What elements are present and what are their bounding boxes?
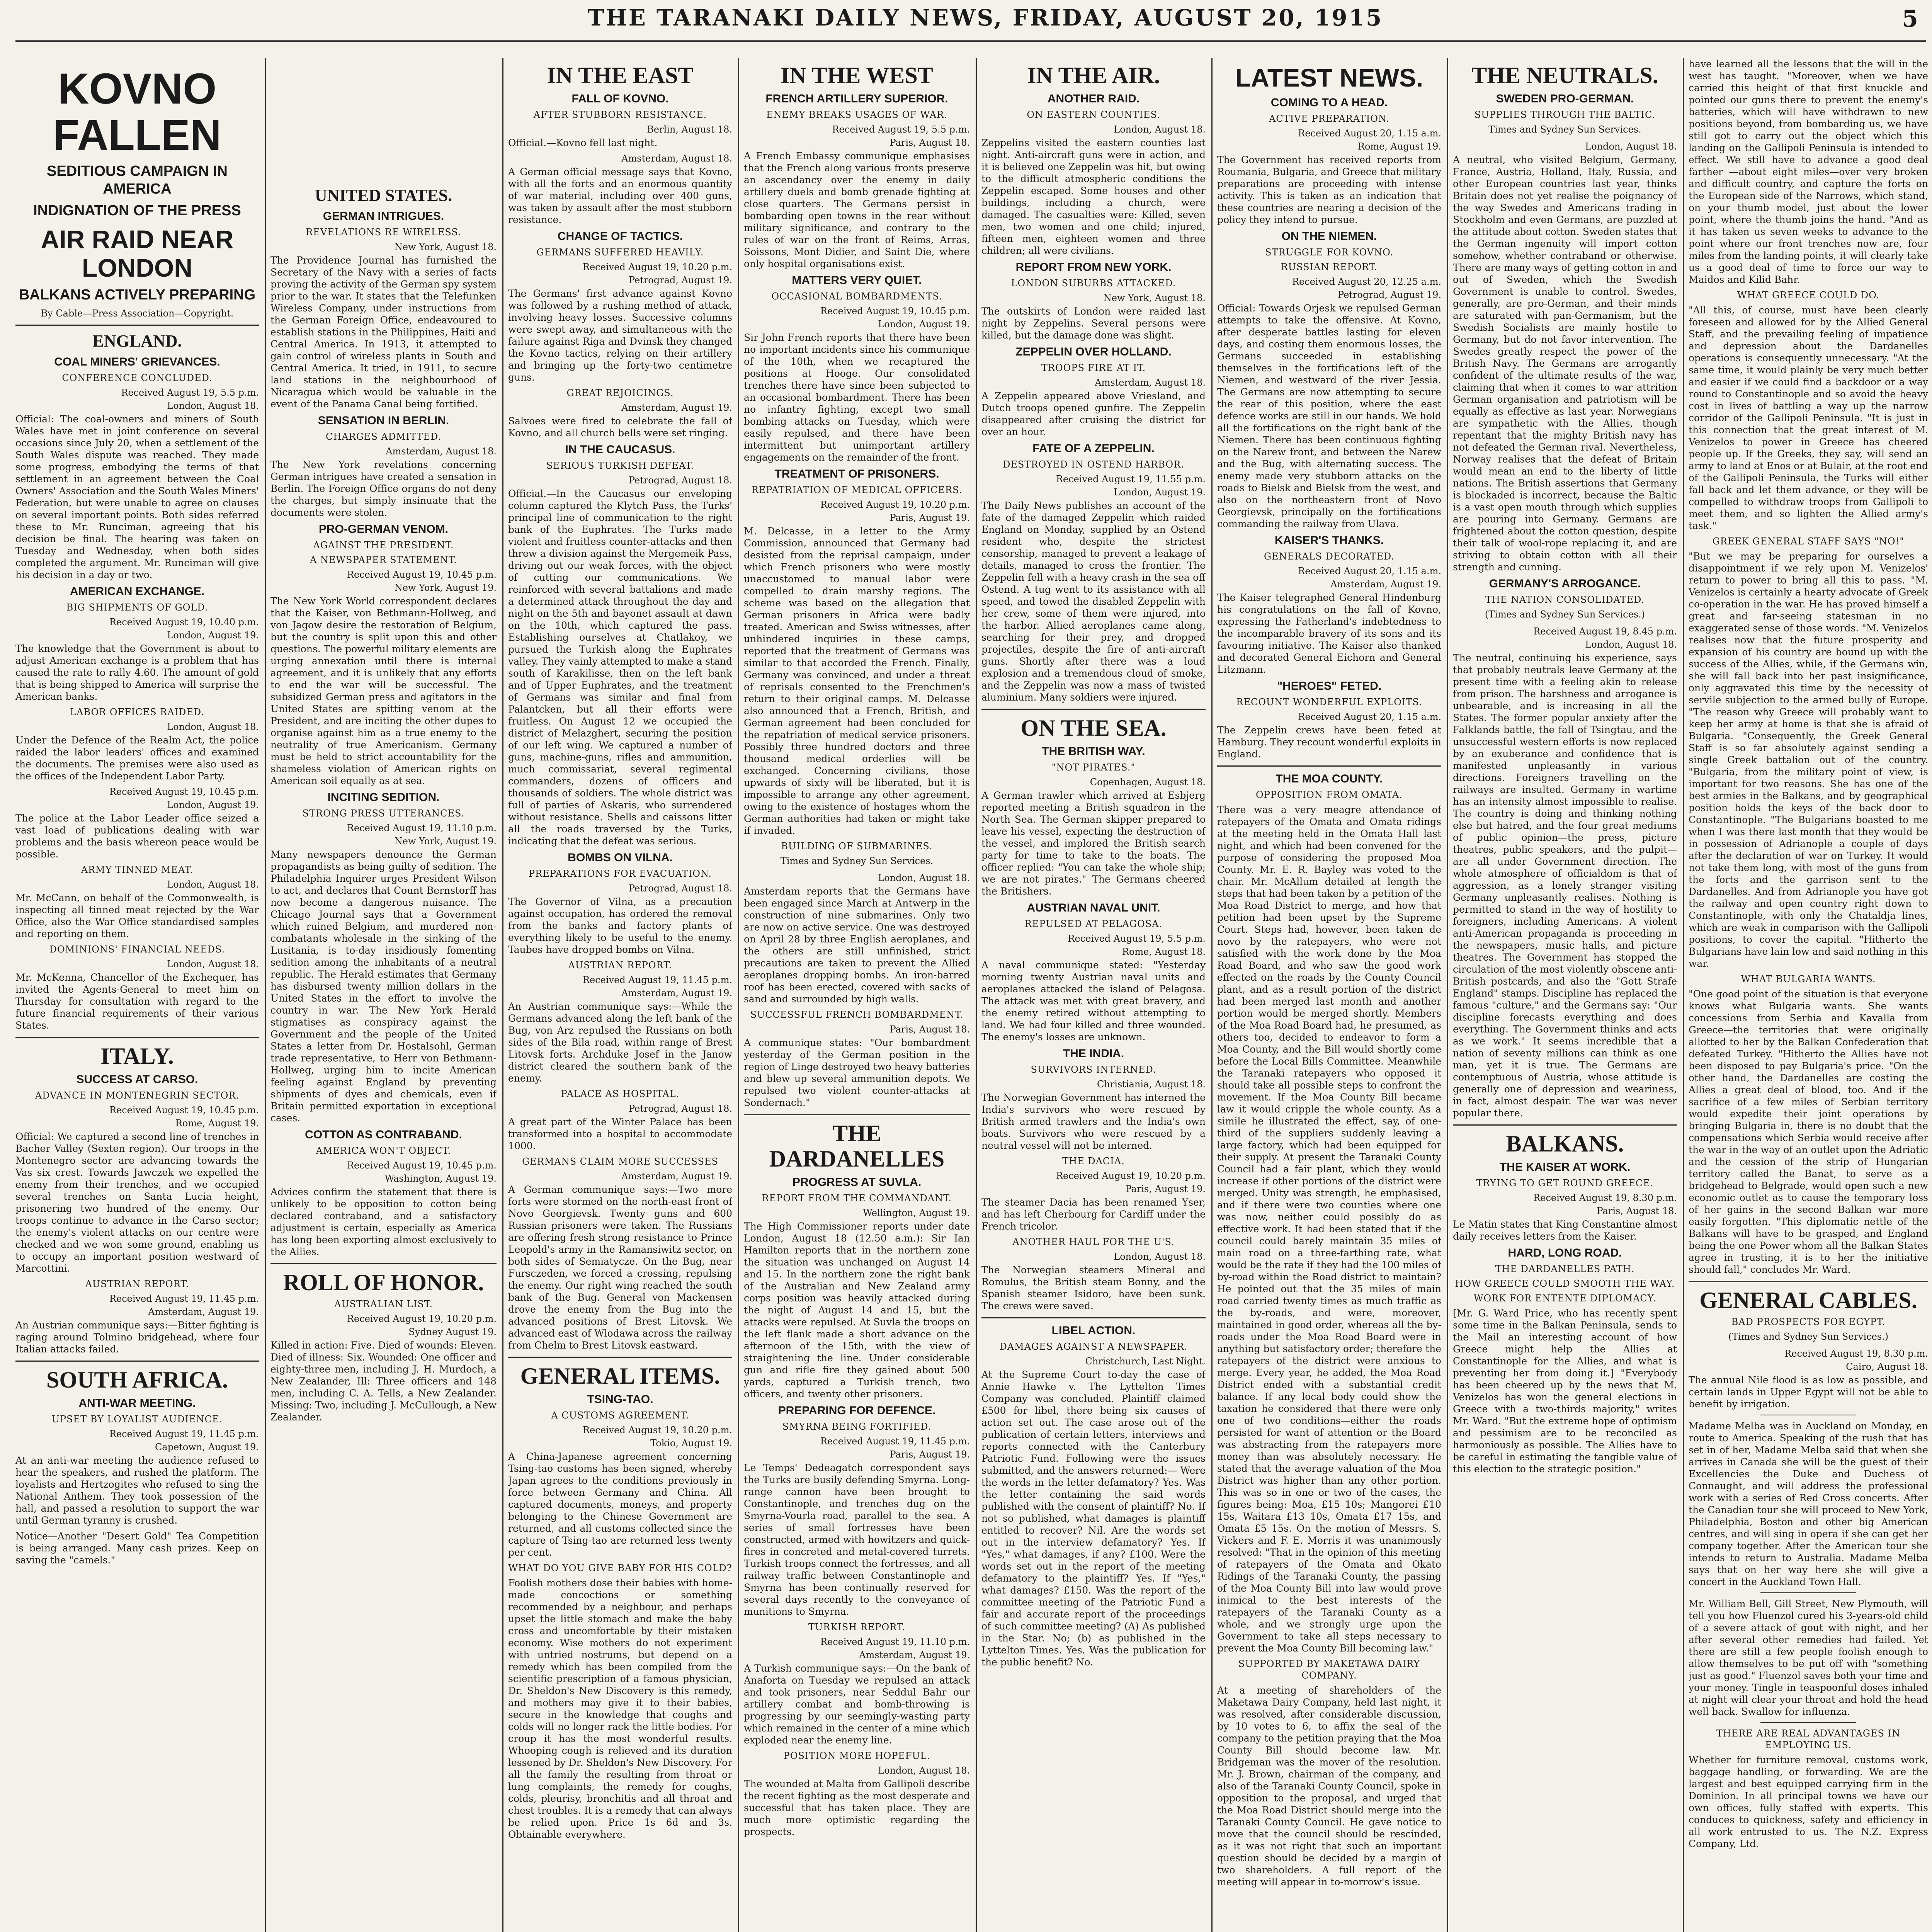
article-heading: BOMBS ON VILNA. xyxy=(568,851,673,864)
dateline: Received August 19, 11.55 p.m. xyxy=(1056,474,1206,485)
dateline: Paris, August 19. xyxy=(1125,1184,1206,1194)
article-subheading: AUSTRIAN REPORT. xyxy=(568,960,672,971)
article-body: The Government has received reports from Roumania, Bulgaria, and Greece that military preparations are proceeding with intense activity. This is taken as an indication that these countries are nearing a decision of the policy they intend to pursue. xyxy=(1217,154,1441,225)
article-body: Mr. McKenna, Chancellor of the Exchequer, has invited the Agents-General to meet him on Thursday for consultation with regard to the future financial requirements of their various States. xyxy=(15,972,259,1031)
article-subheading: ON EASTERN COUNTIES. xyxy=(1027,109,1160,120)
article-heading: IN THE CAUCASUS. xyxy=(565,443,675,456)
dateline: Received August 19, 11.45 p.m. xyxy=(820,1436,970,1447)
article-body: Under the Defence of the Realm Act, the police raided the labor leaders' offices and examined the documents. The premises were also used as the offices of the Independent Labor Party. xyxy=(15,735,259,782)
article-body: An Austrian communique says:—Bitter fighting is raging around Tolmino bridgehead, where four Italian attacks failed. xyxy=(15,1320,259,1355)
article-subheading: ENEMY BREAKS USAGES OF WAR. xyxy=(766,109,947,120)
advertisement-body: Foolish mothers dose their babies with home-made concoctions or something recommended by a neighbour, and perhaps upset the little stomach and make the baby cross and uncomfortable by their mistaken economy. Wise mothers do not experiment with untried nostrums, but depend on a remedy which has been compiled from the scientific prescription of a famous physician, Dr. Sheldon's New Discovery is this remedy, and mothers may give it to their babies, secure in the knowledge that coughs and colds will no longer rack the little bodies. For croup it has the most wonderful results. Whooping cough is relieved and its duration lessened by Dr. Sheldon's New Discovery. For all the family the resulting from throat or lung complaints, the remedy for coughs, colds, pleurisy, bronchitis and all throat and chest troubles. It is a remedy that can always be relied upon. Price 1s 6d and 3s. Obtainable everywhere. xyxy=(508,1577,732,1840)
article-heading: MATTERS VERY QUIET. xyxy=(792,274,922,287)
article-heading: PRO-GERMAN VENOM. xyxy=(318,523,448,536)
article-body: A communique states: "Our bombardment yesterday of the German position in the region of Linge destroyed two heavy batteries and blew up several ammunition depots. We repulsed two violent counter-attacks at Sondernach." xyxy=(744,1037,970,1108)
article-body: The New York revelations concerning German intrigues have created a sensation in Berlin. The Foreign Office organs do not deny the charges, but simply insinuate that the documents were stolen. xyxy=(270,459,497,518)
article-body: A China-Japanese agreement concerning Tsing-tao customs has been signed, whereby Japan agrees to the conditions previously in force between Germany and China. All captured documents, moneys, and property belonging to the Chinese Government are returned, and all customs collected since the capture of Tsing-tao are returned less twenty per cent. xyxy=(508,1451,732,1558)
dateline: Christiania, August 18. xyxy=(1097,1079,1206,1090)
article-heading: SUCCESS AT CARSO. xyxy=(76,1073,198,1086)
dateline: London, August 18. xyxy=(1114,1251,1206,1262)
article-subheading: TRYING TO GET ROUND GREECE. xyxy=(1476,1178,1654,1189)
dateline: London, August 18. xyxy=(167,721,259,732)
dateline: Paris, August 18. xyxy=(889,1024,970,1035)
column-rule xyxy=(976,58,977,1932)
dateline: Received August 19, 8.30 p.m. xyxy=(1784,1348,1928,1359)
article-body: A great part of the Winter Palace has been transformed into a hospital to accommodate 1000. xyxy=(508,1116,732,1151)
dateline: London, August 18. xyxy=(167,879,259,890)
article-heading: GERMAN INTRIGUES. xyxy=(323,210,444,223)
dateline: Received August 19, 11.10 p.m. xyxy=(347,823,497,833)
article-subheading: AFTER STUBBORN RESISTANCE. xyxy=(533,109,707,120)
dateline: Amsterdam, August 19. xyxy=(621,402,732,413)
dateline: London, August 18. xyxy=(878,872,970,883)
dateline: Received August 19, 11.45 p.m. xyxy=(109,1293,259,1304)
article-heading: AMERICAN EXCHANGE. xyxy=(70,585,205,598)
dateline: New York, August 19. xyxy=(394,836,497,847)
article-body: The Providence Journal has furnished the Secretary of the Navy with a series of facts proving the activity of the German spy system prior to the war. It states that the Telefunken Wireless Company, under instructions from the German Foreign Office, endeavoured to establish stations in the Philippines, Haiti and Central America. In 1913, it attempted to gain control of wireless plants in South and Central America. It tried, in 1911, to secure land stations in the neighbourhood of Nicaragua which would be valuable in the event of the Panama Canal being fortified. xyxy=(270,255,497,410)
article-body: A Turkish communique says:—On the bank of Anaforta on Tuesday we repulsed an attack and took prisoners, near Seddul Bahr our artillery combat and bomb-throwing is progressing by our seemingly-wasting party which remained in the center of a mine which exploded near the enemy line. xyxy=(744,1663,970,1746)
dateline: Rome, August 19. xyxy=(1357,141,1441,152)
article-subheading: AGAINST THE PRESIDENT. xyxy=(313,540,454,551)
article-subheading: REPATRIATION OF MEDICAL OFFICERS. xyxy=(751,485,963,495)
article-subheading: THE DARDANELLES PATH. xyxy=(1495,1264,1635,1274)
section-title-general-cables: GENERAL CABLES. xyxy=(1699,1287,1917,1313)
column-1 xyxy=(15,58,259,1932)
dateline: New York, August 18. xyxy=(394,242,497,252)
article-subheading: LONDON SUBURBS ATTACKED. xyxy=(1011,278,1176,289)
article-body: have learned all the lessons that the will in the west has taught. "Moreover, when we have carried this height of that first knuckle and pointed our guns there to prevent the enemy's batteries, which will have withdrawn to new positions beyond, from bombarding us, we have still got to carry out the object which this landing on the Gallipoli Peninsula is intended to effect. We still have to advance a good deal farther —about eight miles—over very broken and difficult country, and capture the forts on the European side of the Narrows, which stand, on your thumb model, just about the lower point, where the thumb joins the hand. "And as it has taken us seven weeks to advance to the point where our front trenches now are, four miles from the landing points, it will clearly take us a good deal of time to force our way to Maidos and Kilid Bahr. xyxy=(1689,58,1928,285)
article-body: Killed in action: Five. Died of wounds: Eleven. Died of illness: Six. Wounded: One officer and eighty-three men, including J. H. Murdoch, a New Zealander, Ill: Three officers and 148 men, including C. A. Tells, a New Zealander. Missing: Two, including J. McCullough, a New Zealander. xyxy=(270,1340,497,1423)
article-heading: THE INDIA. xyxy=(1063,1047,1124,1060)
article-subheading: THE DACIA. xyxy=(1062,1156,1125,1167)
masthead xyxy=(0,0,1932,46)
dateline: Received August 19, 11.10 p.m. xyxy=(820,1636,970,1647)
dateline: London, August 19. xyxy=(1114,487,1206,498)
article-body: The police at the Labor Leader office seized a vast load of publications dealing with war problems and the basis whereon peace would be possible. xyxy=(15,813,259,860)
dateline: Paris, August 18. xyxy=(1597,1206,1677,1216)
article-body: A German official message says that Kovno, with all the forts and an enormous quantity of war material, including over 400 guns, was taken by assault after the most stubborn resistance. xyxy=(508,166,732,225)
article-subheading: SUPPORTED BY MAKETAWA DAIRY COMPANY. xyxy=(1238,1658,1420,1681)
dateline: Petrograd, August 18. xyxy=(629,475,732,486)
section-title-dardanelles: THE DARDANELLES xyxy=(769,1121,945,1172)
section-title-usa: UNITED STATES. xyxy=(315,186,452,205)
dateline: Received August 19, 10.20 p.m. xyxy=(820,499,970,510)
article-body: A German trawler which arrived at Esbjerg reported meeting a British squadron in the North Sea. The German skipper prepared to leave his vessel, expecting the destruction of the vessel, and implored the British search party for time to take to the boats. The officer replied: "You can take the whole ship; we are not pirates." The Germans cheered the Britishers. xyxy=(981,790,1206,897)
article-subheading: LABOR OFFICES RAIDED. xyxy=(70,707,204,718)
article-body: Le Matin states that King Constantine almost daily receives letters from the Kaiser. xyxy=(1453,1219,1677,1242)
article-heading: SWEDEN PRO-GERMAN. xyxy=(1496,92,1634,105)
dateline: Sydney August 19. xyxy=(408,1327,497,1337)
section-title-east: IN THE EAST xyxy=(547,63,694,88)
article-subheading: DOMINIONS' FINANCIAL NEEDS. xyxy=(49,944,225,955)
dateline: New York, August 18. xyxy=(1103,293,1206,303)
article-subheading: ANOTHER HAUL FOR THE U'S. xyxy=(1012,1236,1175,1247)
section-rule xyxy=(15,325,259,326)
article-heading: ZEPPELIN OVER HOLLAND. xyxy=(1015,345,1172,358)
advertisement-body: Whether for furniture removal, customs work, baggage handling, or forwarding. We are the largest and best equipped carrying firm in the Dominion. In all principal towns we have our own offices, fully staffed with experts. This conduces to quickness, safety and efficiency in all work entrusted to us. The N.Z. Express Company, Ltd. xyxy=(1689,1754,1928,1849)
article-subheading: REVELATIONS RE WIRELESS. xyxy=(306,227,461,238)
article-subheading: WHAT BULGARIA WANTS. xyxy=(1741,974,1876,985)
article-heading: ANOTHER RAID. xyxy=(1047,92,1140,105)
article-body: Official.—In the Caucasus our enveloping column captured the Klytch Pass, the Turks' principal line of communication to the right bank of the Euphrates. The Turks made violent and fruitless counter-attacks and then threw a division against the Mergemeik Pass, driving out our weak forces, with the object of cutting our communications. We reinforced with several battalions and made a determined attack throughout the day and night on the 5th and bayonet assault at dawn on the 10th, which captured the pass. Establishing ourselves at Chatlakoy, we pursued the Turkish along the Euphrates valley. They vainly attempted to make a stand south of Karakilisse, then on the left bank and of Upper Euphrates, and the treatment of Germans was similar and final from Palantcken, but all their efforts were fruitless. On August 12 we occupied the district of Melazghert, securing the position of our left wing. We captured a number of guns, machine-guns, rifles and ammunition, much commissariat, several regimental commanders, dozens of officers and thousands of soldiers. The whole district was full of parties of Askaris, who surrendered without resistance. Shells and caissons litter all the roads traversed by the Turks, indicating that the defeat was serious. xyxy=(508,488,732,847)
dateline: Amsterdam, August 18. xyxy=(386,446,497,457)
dateline: Received August 19, 10.20 p.m. xyxy=(582,1425,732,1435)
column-8 xyxy=(1689,58,1928,1932)
section-rule xyxy=(15,1037,259,1038)
article-subheading: ADVANCE IN MONTENEGRIN SECTOR. xyxy=(35,1090,240,1101)
dateline: Christchurch, Last Night. xyxy=(1085,1356,1206,1367)
article-subheading: PALACE AS HOSPITAL. xyxy=(561,1088,680,1099)
article-body: A neutral, who visited Belgium, Germany, France, Austria, Holland, Italy, Russia, and other European countries last year, thinks Britain does not yet realise the poignancy of the way Swedes and Americans trading in Stockholm and even Germans, are puzzled at the attitude about cotton. Sweden states that the German ingenuity will import cotton somehow, whether contraband or otherwise. There are many ways of getting cotton in and out of Sweden, which the Swedish Government is unable to control. Swedes, generally, are pro-German, and their minds are saturated with pan-Germanism, but the Swedish Socialists are mainly hostile to Germany, but do not favor intervention. The Swedes greatly respect the power of the British Navy. The Germans are arrogantly confident of the ultimate results of the war, claiming that when it comes to war attrition German organisation and patriotism will be equally as effective as last year. Norwegians are sympathetic with the Allies, though repentant that the mighty British navy has not defeated the German rival. Nevertheless, Norway realises that the defeat of Britain would mean an end to the liberty of little nations. The British assertions that Germany is blockaded is incorrect, because the Baltic is a vast open mouth through which supplies are pouring into Germany. Germans are frightened about the cotton question, despite their talk of wool-rope replacing it, and are striving to obtain cotton with all their strength and cunning. xyxy=(1453,154,1677,573)
article-body: A naval communique stated: "Yesterday morning twenty Austrian naval units and aeroplanes attacked the island of Pelagosa. The attack was met with great bravery, and the enemy retired without attempting to land. We had four killed and three wounded. The enemy's losses are unknown. xyxy=(981,959,1206,1043)
dateline: Petrograd, August 18. xyxy=(629,1103,732,1114)
headline-kovno: KOVNO FALLEN xyxy=(53,65,221,159)
article-body: At an anti-war meeting the audience refused to hear the speakers, and rushed the platform. The loyalists and Hertzogites who refused to sing the National Anthem. They took possession of the hall, and passed a resolution to support the war until German tyranny is crushed. xyxy=(15,1455,259,1526)
article-heading: ON THE NIEMEN. xyxy=(1281,230,1377,243)
column-rule xyxy=(1683,58,1684,1932)
article-body: There was a very meagre attendance of ratepayers of the Omata and Omata ridings at the meeting held in the Omata Hall last night, and which had been convened for the purpose of considering the proposed Moa County. Mr. E. R. Bayley was voted to the chair. Mr. McAllum detailed at length the steps that had been taken by a petition of the Moa Road District to merge, and how that petition had been upset by the Supreme Court. Steps had, however, been taken de novo by the ratepayers, who were not satisfied with the work done by the Moa Road Board, and who saw the good work effected on the roads by the County Council plant, and as a result portion of the district had been merged last month and another portion would be merged shortly. Members of the Moa Road Board had, he presumed, as others too, decided to endeavor to form a Moa County, and the Bill would shortly come before the Local Bills Committee. Meanwhile the Taranaki ratepayers who opposed it should take all possible steps to confront the movement. If the Moa County Bill became law it would cripple the whole county. As a simile he illustrated the effect, say, of one-third of the suppliers suddenly leaving a large factory, which had been equipped for their supply. At present the Taranaki County Council had a fair plant, which they would increase if other portions of the district were merged. Unity was strength, he emphasised, and if there were two counties where one was now, neither could possibly do as effective work. It had been stated that if the council could barely maintain 35 miles of main road on a three-farthing rate, what would be the rate if they had the 100 miles of by-road within the Road district to maintain? He pointed out that the 35 miles of main road carried twenty times as much traffic as the by-roads, and were, moreover, maintained in good order, whereas all the by-roads under the Moa Road Board were in anything but satisfactory order; therefore the ratepayers of the district were anxious to merge. Every year, he added, the Moa Road District ended with a substantial credit balance. If any local body could show the taxation he considered that there were only one of two conditions—either the roads persisted for want of attention or the Board was abstracting from the ratepayers more money than was absolutely necessary. He stated that the average valuation of the Moa District was higher than any other portion. This was so in one or two of the cases, the figures being: Moa, £15 10s; Mangorei £10 15s, Waitara £13 10s, Omata £17 15s, and Omata £5 15s. On the motion of Messrs. S. Vickers and F. E. Morris it was unanimously resolved: "That in the opinion of this meeting of ratepayers of the Omata and Okato Ridings of the Taranaki County, the passing of the Moa County Bill into law would prove inimical to the best interests of the ratepayers of the Taranaki County as a whole, and we strongly urge upon the Government to take all steps necessary to prevent the Moa County Bill becoming law." xyxy=(1217,804,1441,1654)
article-subheading: PREPARATIONS FOR EVACUATION. xyxy=(528,868,712,879)
article-body: Official: We captured a second line of trenches in Bacher Valley (Sexten region). Our troops in the Montenegro sector are advancing towards the Vas six crest. Towards Jawczek we expelled the enemy from their trenches, and we occupied several trenches on Santa Lucia height, prisonering two hundred of the enemy. Our troops continue to advance in the Carso sector; the enemy's violent attacks on our centre were checked and we won some ground, enabling us to occupy an important position westward of Marcottini. xyxy=(15,1131,259,1274)
notice: Notice—Another "Desert Gold" Tea Competition is being arranged. Many cash prizes. Keep on saving the "camels." xyxy=(15,1531,259,1566)
dateline: Washington, August 19. xyxy=(384,1173,497,1184)
cable-credit: By Cable—Press Association—Copyright. xyxy=(41,308,234,319)
column-rule xyxy=(738,58,739,1932)
dateline: Amsterdam, August 19. xyxy=(148,1306,259,1317)
dateline: Received August 19, 10.45 p.m. xyxy=(820,306,970,316)
section-title-england: ENGLAND. xyxy=(92,332,182,350)
article-body: The steamer Dacia has been renamed Yser, and has left Cherbourg for Cardiff under the French tricolor. xyxy=(981,1197,1206,1232)
article-subheading: BIG SHIPMENTS OF GOLD. xyxy=(66,602,208,613)
article-subheading: ACTIVE PREPARATION. xyxy=(1269,113,1390,124)
section-title-latest: LATEST NEWS. xyxy=(1235,63,1423,92)
article-subheading: AUSTRALIAN LIST. xyxy=(334,1299,433,1310)
headline-indignation: INDIGNATION OF THE PRESS xyxy=(33,202,241,219)
dateline: London, August 19. xyxy=(167,630,259,641)
article-heading: PROGRESS AT SUVLA. xyxy=(792,1176,922,1189)
headline-balkans: BALKANS ACTIVELY PREPARING xyxy=(19,287,256,303)
dateline: Capetown, August 19. xyxy=(155,1442,259,1452)
article-heading: FATE OF A ZEPPELIN. xyxy=(1032,442,1155,455)
article-heading: COAL MINERS' GRIEVANCES. xyxy=(54,355,220,368)
dateline: Received August 19, 11.45 p.m. xyxy=(109,1429,259,1439)
service-credit: Times and Sydney Sun Services. xyxy=(780,855,934,866)
article-subheading: POSITION MORE HOPEFUL. xyxy=(783,1750,930,1761)
article-subheading: DESTROYED IN OSTEND HARBOR. xyxy=(1003,459,1184,470)
article-subheading: REPORT FROM THE COMMANDANT. xyxy=(762,1193,952,1204)
article-subheading: THE NATION CONSOLIDATED. xyxy=(1485,594,1645,605)
advertisement-body: Mr. William Bell, Gill Street, New Plymouth, will tell you how Fluenzol cured his 3-years-old child of a severe attack of gout with night, and her after several other remedies had failed. Yet there are still a few people foolish enough to allow themselves to be put off with "something just as good." Fluenzol saves both your time and your money. Tingle in teaspoonful doses inhaled at night will clear your throat and hold the head well back. Swallow for influenza. xyxy=(1689,1598,1928,1717)
article-body: "But we may be preparing for ourselves a disappointment if we rely upon M. Venizelos' return to power to bring all this to pass. "M. Venizelos is certainly a hearty advocate of Greek co-operation in the war. He has proved himself a great and far-seeing statesman in no exaggerated sense of those words. "M. Venizelos realises now that the future prosperity and expansion of his country are bound up with the success of the Allies, while, if the Germans win, she will fall back into her past insignificance, only aggravated this time by the necessity of servile subjection to the armed bully of Europe. "The reason why Greece will probably want to keep her army at home is that she is afraid of Bulgaria. "Consequently, the Greek General Staff is so far absolutely against sending a single Greek battalion out of the country. "Bulgaria, from the military point of view, is important for two reasons. She has one of the best armies in the Balkans, and by geographical position holds the keys of the back door to Constantinople. "The Bulgarians boasted to me when I was there last month that they would be in possession of Adrianople a couple of days after the declaration of war on Turkey. It would not take them long, with most of the guns from the forts and the garrison sent to the Dardanelles. And from Adrianople you have got the railway and open country right down to Constantinople, with only the Chataldja lines, which are weak in comparison with the Gallipoli positions, to cover the capital. "Hitherto the Bulgarians have lain low and said nothing in this war. xyxy=(1689,551,1928,969)
dateline: Received August 19, 5.5 p.m. xyxy=(1068,933,1206,944)
article-subheading: OCCASIONAL BOMBARDMENTS. xyxy=(771,291,942,302)
article-body: An Austrian communique says:—While the Germans advanced along the left bank of the Bug, von Arz repulsed the Russians on both sides of the Bila road, within range of Brest Litovsk forts. Archduke Josef in the Janow district cleared the southern bank of the enemy. xyxy=(508,1001,732,1084)
dateline: London, August 18. xyxy=(1114,124,1206,135)
article-heading: THE MOA COUNTY. xyxy=(1276,772,1383,785)
article-body: The annual Nile flood is as low as possible, and certain lands in Upper Egypt will not be able to benefit by irrigation. xyxy=(1689,1374,1928,1410)
article-body: The Germans' first advance against Kovno was followed by a rushing method of attack, involving heavy losses. Successive columns were swept away, and simultaneous with the failure against Riga and Dvinsk they changed the Kovno tactics, relying on their artillery and bringing up the forty-two centimetre guns. xyxy=(508,288,732,383)
article-body: Le Temps' Dedeagatch correspondent says the Turks are busily defending Smyrna. Long-range cannon have been brought to Constantinople, and trenches dug on the Smyrna-Vourla road, parallel to the sea. A series of small fortresses have been constructed, armed with howitzers and quick-fires in concreted and metal-covered turrets. Turkish troops connect the fortresses, and all railway traffic between Constantinople and Smyrna has been continually reserved for several days recently to the conveyance of munitions to Smyrna. xyxy=(744,1462,970,1617)
dateline: London, August 18. xyxy=(878,1765,970,1776)
dateline: Wellington, August 19. xyxy=(863,1208,970,1218)
article-subheading: BUILDING OF SUBMARINES. xyxy=(781,841,933,852)
article-subheading: OPPOSITION FROM OMATA. xyxy=(1256,789,1403,800)
article-heading: LIBEL ACTION. xyxy=(1051,1324,1136,1337)
section-title-balkans: BALKANS. xyxy=(1506,1131,1624,1156)
article-subheading: SMYRNA BEING FORTIFIED. xyxy=(782,1421,932,1432)
dateline: Paris, August 18. xyxy=(889,137,970,148)
article-subheading: GERMANS SUFFERED HEAVILY. xyxy=(536,247,704,258)
dateline: Berlin, August 18. xyxy=(647,124,732,135)
article-heading: AUSTRIAN NAVAL UNIT. xyxy=(1027,901,1160,914)
service-credit: (Times and Sydney Sun Services.) xyxy=(1728,1331,1889,1342)
dateline: Received August 19, 8.30 p.m. xyxy=(1533,1192,1677,1203)
article-heading: TSING-TAO. xyxy=(587,1393,653,1406)
article-body: Zeppelins visited the eastern counties last night. Anti-aircraft guns were in action, and it is believed one Zeppelin was hit, but owing to the difficult atmospheric conditions the Zeppelin escaped. Some houses and other buildings, including a church, were damaged. The casualties were: Killed, seven men, two women and one child; injured, fifteen men, eighteen women and three children; all were civilians. xyxy=(981,137,1206,256)
dateline: Amsterdam, August 19. xyxy=(859,1650,970,1660)
column-2 xyxy=(270,182,497,1932)
article-heading: COTTON AS CONTRABAND. xyxy=(305,1128,462,1141)
article-heading: "HEROES" FETED. xyxy=(1277,680,1382,692)
article-subheading: TROOPS FIRE AT IT. xyxy=(1041,362,1146,373)
dateline: Received August 20, 12.25 a.m. xyxy=(1292,276,1441,287)
dateline: Received August 19, 10.45 p.m. xyxy=(109,786,259,797)
dateline: Received August 19, 5.5 p.m. xyxy=(121,387,259,398)
article-body: The Norwegian Government has interned the India's survivors who were rescued by British armed trawlers and the India's own boats. Survivors who were rescued by a neutral vessel will not be interned. xyxy=(981,1092,1206,1151)
dateline: Received August 19, 5.5 p.m. xyxy=(832,124,970,135)
article-subheading: DAMAGES AGAINST A NEWSPAPER. xyxy=(999,1341,1188,1352)
article-body: Official.—Kovno fell last night. xyxy=(508,137,658,148)
column-rule xyxy=(1211,58,1213,1932)
article-heading: FALL OF KOVNO. xyxy=(571,92,669,105)
item-rule xyxy=(1760,1722,1856,1723)
article-heading: THE KAISER AT WORK. xyxy=(1499,1161,1631,1173)
column-7 xyxy=(1453,58,1677,1932)
article-body: The Governor of Vilna, as a precaution against occupation, has ordered the removal from the banks and factory plants of everything likely to be useful to the enemy. Taubes have dropped bombs on Vilna. xyxy=(508,896,732,955)
article-body: A Zeppelin appeared above Vriesland, and Dutch troops opened gunfire. The Zeppelin disappeared after cruising the district for over an hour. xyxy=(981,390,1206,437)
article-heading: CHANGE OF TACTICS. xyxy=(557,230,683,243)
article-subheading: RECOUNT WONDERFUL EXPLOITS. xyxy=(1236,697,1422,707)
section-rule xyxy=(1453,1124,1677,1126)
masthead-title: THE TARANAKI DAILY NEWS, FRIDAY, AUGUST 20, 1915 xyxy=(587,5,1383,31)
article-body: At a meeting of shareholders of the Maketawa Dairy Company, held last night, it was resolved, after considerable discussion, by 10 votes to 6, to affix the seal of the company to the petition praying that the Moa County Bill should become law. Mr. Bridgeman was the mover of the resolution. Mr. J. Brown, chairman of the company, and also of the Taranaki County Council, spoke in opposition to the proposal, and urged that the Moa Road District should merge into the Taranaki County Council. He gave notice to move that the council should be rescinded, as it was not right that such an important question should be decided by a margin of two shareholders. A full report of the meeting will appear in to-morrow's issue. xyxy=(1217,1685,1441,1888)
dateline: London, August 18. xyxy=(1585,141,1677,152)
section-title-west: IN THE WEST xyxy=(781,63,933,88)
section-rule xyxy=(981,709,1206,710)
dateline: London, August 18. xyxy=(167,959,259,969)
article-subheading: GERMANS CLAIM MORE SUCCESSES xyxy=(522,1156,718,1167)
section-rule xyxy=(15,1361,259,1362)
dateline: Amsterdam, August 18. xyxy=(1095,377,1206,388)
article-subheading: SUCCESSFUL FRENCH BOMBARDMENT. xyxy=(750,1009,964,1020)
article-body: The New York World correspondent declares that the Kaiser, von Bethmann-Hollweg, and von Jagow desire the restoration of Belgium, but the country is split upon this and other questions. The powerful military elements are urging annexation until there is internal agreement, and it is unlikely that any efforts to end the war will be successful. The subsidized German press and agitators in the United States are spitting venom at the President, and are inciting the other dupes to organise against him as a true enemy to the neutrality of true Americanism. Germany must be held to strict accountability for the shameless violation of American rights on American soil equally as at sea. xyxy=(270,595,497,786)
article-subheading: REPULSED AT PELAGOSA. xyxy=(1024,918,1163,929)
article-heading: INCITING SEDITION. xyxy=(327,791,440,804)
article-body: The knowledge that the Government is about to adjust American exchange is a problem that has caused the rate to rally 4.60. The amount of gold that is being shipped to America will surprise the American banks. xyxy=(15,643,259,702)
article-subheading: CHARGES ADMITTED. xyxy=(325,431,442,442)
section-title-italy: ITALY. xyxy=(100,1043,174,1069)
article-subheading: SUPPLIES THROUGH THE BALTIC. xyxy=(1474,109,1656,120)
section-rule xyxy=(981,1317,1206,1318)
article-subheading: A NEWSPAPER STATEMENT. xyxy=(310,554,457,565)
dateline: Received August 20, 1.15 a.m. xyxy=(1298,711,1441,722)
column-rule xyxy=(265,58,266,1932)
article-subheading: TURKISH REPORT. xyxy=(808,1622,905,1633)
article-body: The Norwegian steamers Mineral and Romulus, the British steam Bonny, and the Spanish steamer Isidoro, have been sunk. The crews were saved. xyxy=(981,1264,1206,1311)
article-heading: SENSATION IN BERLIN. xyxy=(318,414,449,427)
page-number: 5 xyxy=(1902,5,1918,32)
article-heading: FRENCH ARTILLERY SUPERIOR. xyxy=(765,92,948,105)
dateline: Petrograd, August 19. xyxy=(629,275,732,286)
dateline: London, August 19. xyxy=(878,319,970,330)
masthead-rule xyxy=(15,40,1926,42)
dateline: Received August 19, 10.45 p.m. xyxy=(109,1105,259,1116)
article-subheading: GENERALS DECORATED. xyxy=(1264,551,1395,562)
article-body: M. Delcasse, in a letter to the Army Commission, announced that Germany had desisted from the reprisal campaign, under which French prisoners who were mostly unaccustomed to manual labor were compelled to drain marshy regions. The scheme was based on the allegation that German prisoners in Africa were badly treated. American and Swiss witnesses, after unhindered inquiries in these camps, reported that the treatment of Germans was similar to that accorded the French. Finally, Germany was convinced, and under a threat of reprisals consented to the Frenchmen's return to their original camps. M. Delcasse also announced that a French, British, and German agreement had been concluded for the repatriation of medical service prisoners. Possibly three hundred doctors and three thousand medical orderlies will be exchanged. Concerning civilians, those upwards of sixty will be liberated, but it is impossible to arrange any other agreement, owing to the existence of hostages whom the German authorities had taken or might take if invaded. xyxy=(744,526,970,836)
article-subheading: SERIOUS TURKISH DEFEAT. xyxy=(546,460,694,471)
article-body: At the Supreme Court to-day the case of Annie Hawke v. The Lyttelton Times Company was concluded. Plaintiff claimed £500 for libel, there being six causes of action set out. The case arose out of the publication of certain letters, interviews and reports connected with the Canterbury Patriotic Fund. Following were the issues submitted, and the answers returned:— Were the words in the letter defamatory? Yes. Was the letter containing the said words published with the consent of plaintiff? No. If not so published, what damages is plaintiff entitled to recover? Nil. Are the words set out in the interview defamatory? Yes. If "Yes," what damages, if any? £100. Were the words set out in the report of the meeting defamatory to the plaintiff? Yes. If "Yes," what damages? £150. Was the report of the committee meeting of the Patriotic Fund a fair and accurate report of the proceedings of such committee meeting? (A) As published in the Star. No; (b) as published in the Lyttelton Times. Yes. Was the publication for the public benefit? No. xyxy=(981,1369,1206,1668)
dateline: London, August 19. xyxy=(167,799,259,810)
dateline: Petrograd, August 19. xyxy=(1338,289,1441,300)
section-title-roll-of-honor: ROLL OF HONOR. xyxy=(283,1270,484,1295)
advertisement-heading: THERE ARE REAL ADVANTAGES IN EMPLOYING US. xyxy=(1716,1728,1901,1750)
dateline: Received August 19, 10.45 p.m. xyxy=(347,569,497,580)
dateline: Copenhagen, August 18. xyxy=(1090,777,1206,787)
column-rule xyxy=(502,58,503,1932)
article-body: [Mr. G. Ward Price, who has recently spent some time in the Balkan Peninsula, sends to the Mail an interesting account of how Greece might help the Allies at Constantinople for the Allies, and what is preventing her from doing it.] "Everybody has been cheered up by the news that M. Venizelos has won the general elections in Greece with a two-thirds majority," writes Mr. Ward. "But the extreme hope of optimism and pessimism are to be reconciled as harmoniously as possible. The Allies have to be careful in estimating the tangible value of this election to the strategic position." xyxy=(1453,1308,1677,1475)
article-subheading: CONFERENCE CONCLUDED. xyxy=(62,372,213,383)
dateline: Rome, August 19. xyxy=(175,1118,259,1129)
dateline: Amsterdam, August 18. xyxy=(621,153,732,164)
dateline: Cairo, August 18. xyxy=(1846,1361,1928,1372)
column-6 xyxy=(1217,58,1441,1932)
article-body: Official: The coal-owners and miners of South Wales have met in joint conference on several occasions since July 20, when a settlement of the South Wales dispute was reached. They made some progress, embodying the terms of that settlement in an agreement between the Coal Owners' Association and the South Wales Miners' Federation, but were unable to agree on clauses on several important points. Both sides referred these to Mr. Runciman, agreeing that his decision be final. The hearing was taken on Tuesday and Wednesday, when both sides completed the argument. Mr. Runciman will give his decision in a day or two. xyxy=(15,413,259,580)
section-title-neutrals: THE NEUTRALS. xyxy=(1471,63,1658,88)
dateline: Tokio, August 19. xyxy=(650,1438,732,1449)
article-body: A German communique says:—Two more forts were stormed on the north-east front of Novo Georgievsk. Twenty guns and 600 Russian prisoners were taken. The Russians are offering fresh strong resistance to Prince Leopold's army in the Ramansiwitz sector, on both sides of Semiatycze. On the Bug, near Fursczeden, we forced a crossing, repulsing the enemy. Our right wing reached the south bank of the Bug. General von Mackensen drove the enemy from the Bug into the advanced positions of Brest Litovsk. We advanced east of Wlodawa across the railway from Chelm to Brest Litovsk eastward. xyxy=(508,1184,732,1351)
dateline: London, August 18. xyxy=(167,400,259,411)
article-body: Amsterdam reports that the Germans have been engaged since March at Antwerp in the construction of nine submarines. Only two are now on active service. One was destroyed on April 28 by three English aeroplanes, and the others are still unfinished, strict precautions are taken to prevent the Allied aeroplanes dropping bombs. An iron-barred roof has been erected, covered with sacks of sand and surrounded by high walls. xyxy=(744,886,970,1005)
article-body: The High Commissioner reports under date London, August 18 (12.50 a.m.): Sir Ian Hamilton reports that in the northern zone the situation was unchanged on August 14 and 15. In the northern zone the right bank of the Australian and New Zealand army corps position was heavily attacked during the night of August 14 and 15, but the attacks were repulsed. At Suvla the troops on the left flank made a short advance on the afternoon of the 15th, with the view of straightening the line. Under considerable gun and rifle fire they gained about 500 yards, captured a Turkish trench, two officers, and twenty other prisoners. xyxy=(744,1221,970,1400)
article-body: A French Embassy communique emphasises that the French along various fronts preserve an ascendancy over the enemy in daily artillery duels and bomb grenade fighting at close quarters. The Germans persist in bombarding open towns in the rear without military significance, and contrary to the rules of war on the front of Reims, Arras, Soissons, Mont Didier, and Saint Die, where only hospital organisations exist. xyxy=(744,150,970,269)
dateline: Amsterdam, August 19. xyxy=(621,988,732,998)
section-title-south-africa: SOUTH AFRICA. xyxy=(46,1367,228,1393)
section-title-general-items: GENERAL ITEMS. xyxy=(520,1363,720,1389)
column-3 xyxy=(508,58,732,1932)
article-body: The outskirts of London were raided last night by Zeppelins. Several persons were killed, but the damage done was slight. xyxy=(981,306,1206,341)
dateline: Paris, August 19. xyxy=(889,1449,970,1460)
article-body: The Daily News publishes an account of the fate of the damaged Zeppelin which raided England on Monday, supplied by an Ostend resident who, despite the strictest censorship, managed to prevent a leakage of details, managed to cross the frontier. The Zeppelin fell with a heavy crash in the sea off Ostend. A tug went to its assistance with all speed, and towed the disabled Zeppelin with her crew, some of them were injured, into the harbor. Allied aeroplanes came along, searching for their prey, and dropped projectiles, despite the fire of anti-aircraft guns. Shortly after there was a loud explosion and a tremendous cloud of smoke, and the Zeppelin was now a mass of twisted aluminium. Many soldiers were injured. xyxy=(981,500,1206,703)
article-subheading: STRONG PRESS UTTERANCES. xyxy=(302,808,465,819)
column-5 xyxy=(981,58,1206,1932)
section-rule xyxy=(508,1357,732,1358)
article-heading: THE BRITISH WAY. xyxy=(1042,745,1145,758)
article-subheading: WORK FOR ENTENTE DIPLOMACY. xyxy=(1473,1293,1656,1304)
article-heading: HARD, LONG ROAD. xyxy=(1508,1247,1622,1259)
headline-air-raid: AIR RAID NEAR LONDON xyxy=(41,225,234,282)
section-rule xyxy=(1217,765,1441,767)
article-subheading: ARMY TINNED MEAT. xyxy=(81,864,194,875)
dateline: Received August 19, 10.40 p.m. xyxy=(109,617,259,628)
section-rule xyxy=(270,1263,497,1264)
section-title-sea: ON THE SEA. xyxy=(1020,715,1167,741)
article-subheading: "NOT PIRATES." xyxy=(1051,762,1136,773)
article-body: "All this, of course, must have been clearly foreseen and allowed for by the Allied General Staff, and the prevailing feeling of impatience and depression about the Dardanelles operations is consequently unnecessary. "At the same time, it would plainly be very much better and easier if we could find a backdoor or a way round to Constantinople and so avoid the heavy cost in lives of battling a way up the narrow corridor of the Gallipoli Peninsula. "It is just in this connection that the great interest of M. Venizelos to power in Greece has cheered people up. If the Greeks, they say, will send an army to land at Enos or at Bulair, at the root end of the Gallipoli Peninsula, the Turks will either fall back and let them advance, or they will be compelled to withdraw troops from Gallipoli to meet them, and so lighten the Allied army's task." xyxy=(1689,304,1928,531)
article-heading: PREPARING FOR DEFENCE. xyxy=(778,1404,936,1417)
article-subheading: BAD PROSPECTS FOR EGYPT. xyxy=(1731,1316,1886,1327)
article-subheading: STRUGGLE FOR KOVNO. xyxy=(1265,247,1393,258)
dateline: Paris, August 19. xyxy=(889,512,970,523)
article-body: The neutral, continuing his experience, says that probably neutrals leave Germany at the present time with a feeling akin to release from prison. The harshness and arrogance is unbearable, and is increasing in all the States. The former popular anxiety after the Falklands battle, the fall of Tsingtau, and the unsuccessful western efforts is now replaced by an exuberance and confidence that is manifested unpleasantly in various directions. Foreigners travelling on the railways are insulted. Germany in wartime has an intensity almost impossible to realise. The country is doing and thinking nothing else but hatred, and the four great mediums of public opinion—the press, picture theatres, public speakers, and the pulpit—are all under Government direction. The whole atmosphere of officialdom is that of aggression, as a lonely stranger visiting Germany unpleasantly realises. Nothing is permitted to stand in the way of hostility to foreigners, including Americans. A violent anti-American propaganda is proceeding in the newspapers, music halls, and picture theatres. The Government has stopped the circulation of the most violently obscene anti-British postcards, and also the "Gott Strafe England" stamps. Discipline has replaced the famous "culture," and the Germans say: "Our discipline forecasts everything and does everything. The Government thinks and acts as we work." It seems incredible that a nation of seventy millions can think as one man, yet it is true. The Germans are contemptuous of Austria, whose attitude is generally one of depression and weariness, in fact, almost despair. The war was never popular there. xyxy=(1453,652,1677,1119)
column-rule xyxy=(1447,58,1448,1932)
service-credit: (Times and Sydney Sun Services.) xyxy=(1485,609,1645,620)
article-heading: REPORT FROM NEW YORK. xyxy=(1015,261,1172,274)
article-heading: COMING TO A HEAD. xyxy=(1270,96,1388,109)
section-title-air: IN THE AIR. xyxy=(1027,63,1160,88)
article-subheading: AUSTRIAN REPORT. xyxy=(85,1279,189,1289)
item-rule xyxy=(1760,1592,1856,1593)
article-body: "One good point of the situation is that everyone knows what Bulgaria wants. She wants concessions from Serbia and Kavalla from Greece—the territories that were originally allotted to her by the Balkan Confederation that defeated Turkey. "Hitherto the Allies have not been disposed to pay Bulgaria's price. "On the other hand, the Dardanelles are costing the Allies a great deal of blood, too. And if the sacrifice of a few miles of Serbian territory would expedite their joint operations by bringing Bulgaria in, there is no doubt that the compensations which Serbia would receive after the war in the way of an outlet upon the Adriatic and the cession of the strip of Hungarian territory called the Banat, to serve as a bridgehead to Belgrade, would open such a new economic outlet as to cause the temporary loss of her gains in the second Balkan war more easily forgotten. "This diplomatic nettle of the Balkans will have to be grasped, and England being the one Power whom all the Balkan States agree in trusting, it is to her the initiative should fall," concludes Mr. Ward. xyxy=(1689,988,1928,1275)
section-rule xyxy=(744,1114,970,1115)
dateline: Received August 19, 10.20 p.m. xyxy=(582,262,732,272)
article-heading: KAISER'S THANKS. xyxy=(1274,534,1384,547)
dateline: Received August 20, 1.15 a.m. xyxy=(1298,128,1441,139)
article-body: Official: Towards Orjesk we repulsed German attempts to take the offensive. At Kovno, after desperate battles lasting for eleven days, and costing them enormous losses, the Germans succeeded in establishing themselves in the fortifications left of the Niemen, and westward of the river Jessia. The Germans are now attempting to secure the rear of this position, where the east defence works are still in our hands. We hold all the fortifications on the right bank of the Niemen. There has been continuous fighting on the Narew front, and between the Narew and the Bug, with alternating success. The enemy made very stubborn attacks on the roads to Bielsk and Bielsk from the west, and also on the northeastern front of Novo Georgievsk, principally on the fortifications commanding the railway from Ulava. xyxy=(1217,303,1441,529)
article-body: Advices confirm the statement that there is unlikely to be opposition to cotton being declared contraband, and a satisfactory adjustment is certain, especially as America has long been exporting almost exclusively to the Allies. xyxy=(270,1186,497,1257)
article-heading: GERMANY'S ARROGANCE. xyxy=(1489,577,1641,590)
article-body: The Kaiser telegraphed General Hindenburg his congratulations on the fall of Kovno, expressing the Fatherland's indebtedness to the incomparable bravery of its sons and its favouring initiative. The Kaiser also thanked and decorated General Eichorn and General Litzmann. xyxy=(1217,592,1441,675)
dateline: New York, August 19. xyxy=(394,582,497,593)
dateline: Rome, August 18. xyxy=(1122,946,1206,957)
dateline: Received August 20, 1.15 a.m. xyxy=(1298,566,1441,577)
article-heading: ANTI-WAR MEETING. xyxy=(78,1397,196,1410)
dateline: Received August 19, 10.45 p.m. xyxy=(347,1160,497,1171)
dateline: Received August 19, 10.20 p.m. xyxy=(1056,1170,1206,1181)
dateline: Amsterdam, August 19. xyxy=(621,1171,732,1182)
article-body: Sir John French reports that there have been no important incidents since his communique of the 10th, when we recaptured the positions at Hooge. Our consolidated trenches there have since been subjected to an occasional bombardment. There has been no infantry fighting, except two small bombing attacks on Tuesday, which were easily repulsed, and there have been intermittent but unimportant artillery engagements on the remainder of the front. xyxy=(744,332,970,463)
article-subheading: AMERICA WON'T OBJECT. xyxy=(316,1145,451,1156)
article-body: Madame Melba was in Auckland on Monday, en route to America. Speaking of the rush that has set in of her, Madame Melba said that when she arrives in Canada she will be the guest of their Excellencies the Duke and Duchess of Connaught, and will address the professional work with a series of Red Cross concerts. After the Canadian tour she will proceed to New York, Philadelphia, Boston and other big American centres, and will sing in opera if she can get her company together. After the American tour she intends to return to Australia. Madame Melba says that on her way here she will give a concert in the Auckland Town Hall. xyxy=(1689,1420,1928,1587)
dateline: London, August 18. xyxy=(1585,639,1677,650)
service-credit: Times and Sydney Sun Services. xyxy=(1488,124,1641,135)
article-body: Many newspapers denounce the German propagandists as being guilty of sedition. The Philadelphia Inquirer urges President Wilson to act, and declares that Count Bernstorff has now become a dangerous nuisance. The Chicago Journal says that a Government which ruined Belgium, and murdered non-combatants wholesale in the sinking of the Lusitania, is to-day insidiously fomenting sedition among the inhabitants of a neutral republic. The Herald estimates that Germany has disbursed twenty million dollars in the United States in the effort to involve the country in war. The New York Herald stigmatises as conspiracy against the Government and the people of the United States a letter from Dr. Hostalsohl, German trade representative, to Herr von Bethmann-Hollweg, urging him to incite American feeling against England by preventing shipments of dyes and chemicals, even if Britain permitted exportation in exceptional cases. xyxy=(270,849,497,1124)
column-4 xyxy=(744,58,970,1932)
article-subheading: A CUSTOMS AGREEMENT. xyxy=(551,1410,689,1421)
article-body: Mr. McCann, on behalf of the Commonwealth, is inspecting all tinned meat rejected by the War Office, also the War Office standardised samples and reporting on them. xyxy=(15,892,259,939)
section-rule xyxy=(1689,1281,1928,1282)
dateline: Received August 19, 8.45 p.m. xyxy=(1533,626,1677,637)
article-heading: TREATMENT OF PRISONERS. xyxy=(774,468,939,480)
article-subheading: SURVIVORS INTERNED. xyxy=(1031,1064,1156,1075)
article-body: Salvoes were fired to celebrate the fall of Kovno, and all church bells were set ringing. xyxy=(508,415,732,439)
article-subheading: WHAT DO YOU GIVE BABY FOR HIS COLD? xyxy=(508,1563,732,1573)
article-subheading: HOW GREECE COULD SMOOTH THE WAY. xyxy=(1455,1278,1675,1289)
article-subheading: GREAT REJOICINGS. xyxy=(566,388,674,398)
article-subheading: RUSSIAN REPORT. xyxy=(1281,262,1378,272)
article-body: The Zeppelin crews have been feted at Hamburg. They recount wonderful exploits in England. xyxy=(1217,724,1441,760)
article-subheading: GREEK GENERAL STAFF SAYS "NO!" xyxy=(1712,536,1905,547)
article-body: The wounded at Malta from Gallipoli describe the recent fighting as the most desperate and successful that has taken place. They are much more optimistic regarding the prospects. xyxy=(744,1778,970,1837)
dateline: Petrograd, August 18. xyxy=(629,883,732,894)
article-subheading: WHAT GREECE COULD DO. xyxy=(1737,290,1880,301)
headline-seditious: SEDITIOUS CAMPAIGN IN AMERICA xyxy=(47,163,228,197)
article-subheading: UPSET BY LOYALIST AUDIENCE. xyxy=(51,1414,223,1425)
dateline: Received August 19, 11.45 p.m. xyxy=(582,975,732,985)
dateline: Amsterdam, August 19. xyxy=(1330,579,1441,590)
dateline: Received August 19, 10.20 p.m. xyxy=(347,1313,497,1324)
